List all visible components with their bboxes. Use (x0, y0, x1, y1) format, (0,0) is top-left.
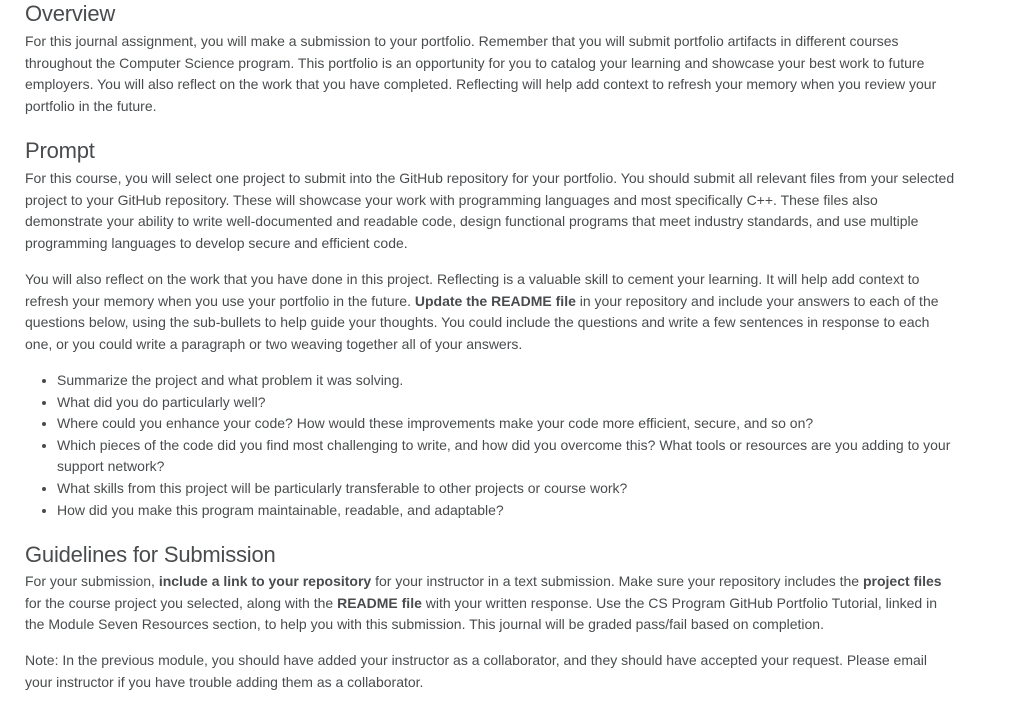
guidelines-text-d: with your written response. Use the CS Program GitHub Portfolio Tutorial, linked in the Module Seven Resources section, to help you with this submission. This journal will be graded pass/fail based on completion. (25, 594, 937, 633)
guidelines-paragraph-1 (25, 571, 955, 636)
readme-emphasis: Update the README file (414, 292, 576, 309)
reflection-questions-list (25, 370, 955, 521)
prompt-heading: Prompt (25, 138, 95, 163)
readme-file-emphasis: README file (337, 594, 422, 611)
list-item: • How did you make this program maintainable, readable, and adaptable? (57, 500, 955, 522)
guidelines-text-c: for the course project you selected, along with the (25, 594, 338, 611)
overview-paragraph: For this journal assignment, you will make a submission to your portfolio. Remember that you will submit portfolio artifacts in different courses throughout the Computer Science program. This portfolio is an opportunity for you to catalog your learning and showcase your best work to future employers. You will also reflect on the work that you have completed. Reflecting will help add context to refresh your memory when you review your portfolio in the future. (25, 33, 937, 114)
list-item: • Where could you enhance your code? How would these improvements make your code more efficient, secure, and so on? (57, 413, 955, 435)
prompt-paragraph-2 (25, 269, 955, 355)
prompt-paragraph-2-text-a: You will also reflect on the work that you have done in this project. Reflecting is a valuable skill to cement your learning. It will help add context to refresh your memory when you use your portfolio in the future. (25, 271, 920, 309)
guidelines-heading: Guidelines for Submission (25, 542, 276, 567)
overview-heading: Overview (25, 1, 116, 26)
repository-link-emphasis: include a link to your repository (158, 573, 372, 589)
list-item: • Which pieces of the code did you find most challenging to write, and how did you overcome this? What tools or resources are you adding to your support network? (57, 435, 955, 478)
prompt-paragraph-1: For this course, you will select one project to submit into the GitHub repository for your portfolio. You should submit all relevant files from your selected project to your GitHub repository. These will showcase your work with programming languages and most specifically C++. These files also demonstrate your ability to write well-documented and readable code, design functional programs that meet industry standards, and use multiple programming languages to develop secure and efficient code. (25, 170, 955, 251)
guidelines-text-a: For your submission, (25, 573, 159, 589)
list-item: • What skills from this project will be particularly transferable to other projects or course work? (57, 478, 955, 500)
project-files-emphasis: project files (862, 573, 942, 589)
prompt-paragraph-2-text-b: in your repository and include your answers to each of the questions below, using the sub-bullets to help guide your thoughts. You could include the questions and write a few sentences in response to each one, or you could write a paragraph or two weaving together all of your answers. (25, 292, 939, 352)
list-item: • What did you do particularly well? (57, 392, 955, 414)
guidelines-text-b: for your instructor in a text submission. Make sure your repository includes the (371, 573, 863, 589)
list-item: • Summarize the project and what problem it was solving. (57, 370, 955, 392)
guidelines-paragraph-2: Note: In the previous module, you should have added your instructor as a collaborator, and they should have accepted your request. Please email your instructor if you have trouble adding them as a collaborator. (25, 652, 927, 690)
